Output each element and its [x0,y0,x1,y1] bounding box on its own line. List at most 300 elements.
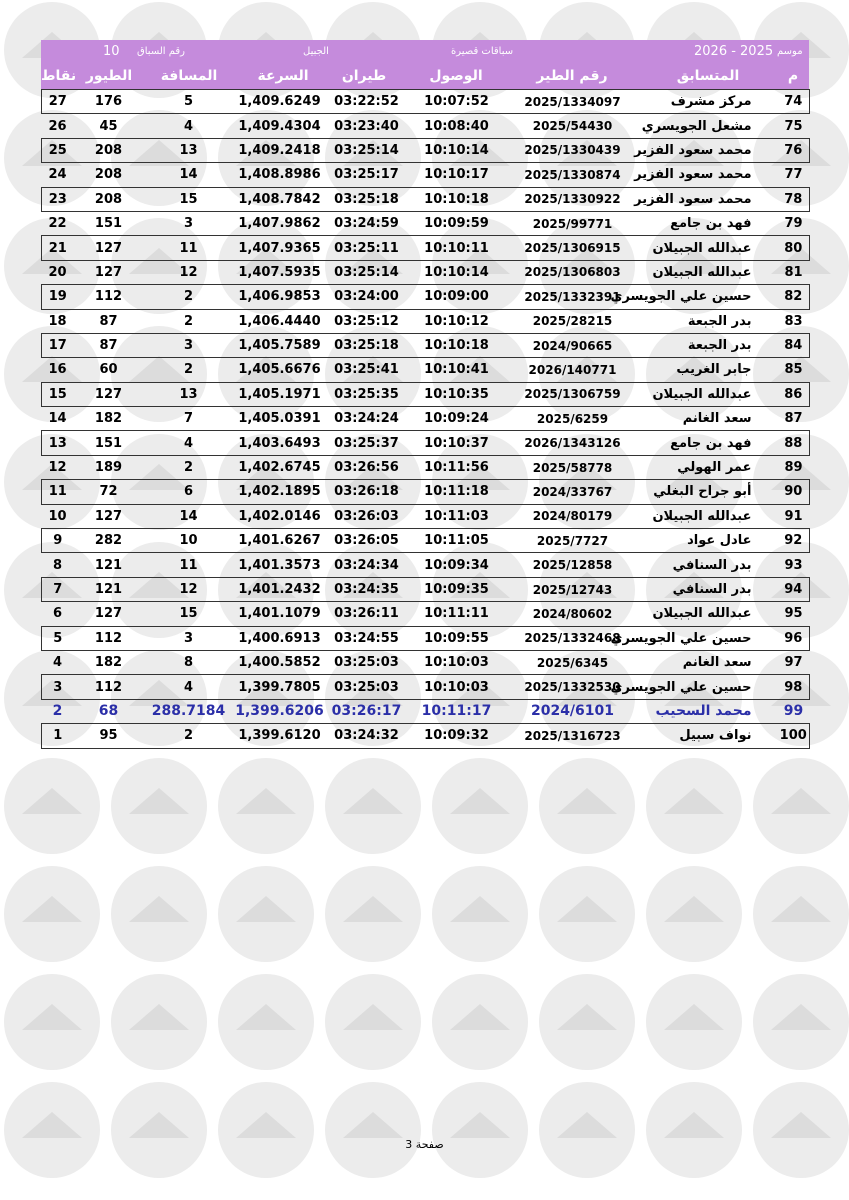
cell-flight: 03:25:17 [334,167,399,183]
cell-points: 19 [42,285,74,309]
cell-arrival: 10:11:05 [408,529,506,553]
cell-name: عبدالله الجبيلان [652,606,752,622]
cell-birds: 189 [94,460,123,476]
table-row [42,455,810,479]
cell-flight: 03:25:35 [326,382,408,406]
cell-arrival: 10:10:35 [408,382,506,406]
cell-points: 26 [48,118,67,134]
cell-distance: 3 [183,216,194,232]
cell-speed: 1,400.6913 [234,626,326,650]
cell-points: 8 [52,557,63,573]
cell-flight: 03:24:32 [326,724,408,748]
cell-name: حسين علي الجويسري [640,285,778,309]
race-type: سباقات قصيرة [451,46,514,57]
watermark-logo [432,1082,528,1178]
cell-points: 10 [48,508,67,524]
cell-flight: 03:25:14 [334,264,399,280]
cell-birds: 60 [99,362,118,378]
cell-birds: 127 [94,264,123,280]
cell-flight: 03:26:11 [334,606,399,622]
race-number: 10 [103,44,120,59]
cell-flight: 03:24:24 [334,411,399,427]
cell-speed: 1,401.2432 [234,577,326,601]
table-row [42,90,810,114]
watermark-logo [646,866,742,962]
cell-name: فهد بن جامع [640,431,778,455]
table-row [42,114,810,138]
cell-speed: 1,401.1079 [238,606,321,622]
watermark-logo [753,974,849,1070]
cell-ring: 2025/1332468 [506,626,640,650]
cell-flight: 03:26:05 [326,529,408,553]
cell-birds: 87 [74,333,144,357]
cell-ring: 2025/12858 [532,558,613,573]
watermark-logo [218,1082,314,1178]
cell-name: مركز مشرف [640,90,778,114]
watermark-logo [4,758,100,854]
watermark-logo [4,974,100,1070]
cell-arrival: 10:10:03 [424,655,489,671]
cell-points: 2 [52,703,63,720]
cell-arrival: 10:10:41 [424,362,489,378]
cell-points: 13 [42,431,74,455]
cell-ring: 2025/7727 [506,529,640,553]
cell-birds: 176 [74,90,144,114]
watermark-logo [539,866,635,962]
watermark-logo [325,974,421,1070]
cell-distance: 13 [144,382,234,406]
cell-arrival: 10:10:37 [408,431,506,455]
cell-birds: 72 [74,480,144,504]
results-table [41,89,810,749]
cell-distance: 2 [144,285,234,309]
cell-points: 6 [52,606,63,622]
cell-points: 7 [42,577,74,601]
cell-speed: 1,406.9853 [234,285,326,309]
cell-distance: 14 [179,508,198,524]
watermark-logo [4,1082,100,1178]
cell-flight: 03:25:18 [326,333,408,357]
cell-flight: 03:25:37 [326,431,408,455]
cell-name: محمد سعود الفزير [640,187,778,211]
cell-speed: 1,399.6120 [234,724,326,748]
table-row [42,138,810,162]
cell-distance: 11 [144,236,234,260]
table-row [42,187,810,211]
table-row [42,553,810,577]
cell-rank: 93 [784,557,803,573]
cell-speed: 1,405.0391 [238,411,321,427]
watermark-logo [753,1082,849,1178]
cell-points: 16 [48,362,67,378]
cell-name: فهد بن جامع [670,216,752,232]
cell-speed: 1,409.4304 [238,118,321,134]
watermark-logo [753,758,849,854]
cell-speed: 1,409.2418 [234,138,326,162]
cell-arrival: 10:11:11 [424,606,489,622]
cell-ring: 2025/1306803 [524,265,621,280]
watermark-logo [218,974,314,1070]
table-row [42,236,810,260]
cell-rank: 74 [778,90,810,114]
table-row [42,626,810,650]
col-ring: رقم الطير [536,68,608,84]
cell-name: جابر الغريب [676,362,752,378]
cell-name: أبو جراح البغلي [640,480,778,504]
cell-points: 24 [48,167,67,183]
cell-rank: 75 [784,118,803,134]
cell-speed: 1,407.5935 [238,264,321,280]
cell-name: محمد سعود الفزير [640,138,778,162]
cell-rank: 86 [778,382,810,406]
cell-rank: 99 [783,703,804,720]
cell-points: 3 [42,675,74,699]
cell-distance: 5 [144,90,234,114]
cell-distance: 2 [144,724,234,748]
col-speed: السرعة [257,68,309,84]
cell-points: 9 [42,529,74,553]
watermark-logo [111,974,207,1070]
cell-speed: 1,405.1971 [234,382,326,406]
cell-speed: 1,409.6249 [234,90,326,114]
cell-points: 27 [42,90,74,114]
cell-name: بدر الجبعة [640,333,778,357]
cell-rank: 78 [778,187,810,211]
table-row [42,650,810,674]
cell-rank: 91 [784,508,803,524]
cell-flight: 03:22:52 [326,90,408,114]
season-label: موسم [777,46,803,57]
cell-flight: 03:25:03 [334,655,399,671]
cell-rank: 89 [784,460,803,476]
cell-flight: 03:25:12 [334,313,399,329]
cell-birds: 208 [74,187,144,211]
watermark-logo [218,866,314,962]
race-number-label: رقم السباق [137,46,186,57]
table-row [42,309,810,333]
cell-ring: 2025/1330922 [506,187,640,211]
cell-name: عبدالله الجبيلان [652,508,752,524]
cell-flight: 03:24:00 [326,285,408,309]
cell-arrival: 10:10:14 [424,264,489,280]
watermark-logo [753,866,849,962]
cell-name: عادل عواد [640,529,778,553]
cell-rank: 88 [778,431,810,455]
cell-distance: 4 [144,675,234,699]
header-columns-row [41,64,809,88]
cell-points: 11 [42,480,74,504]
cell-speed: 1,402.1895 [234,480,326,504]
cell-name: عبدالله الجبيلان [652,264,752,280]
cell-rank: 79 [784,216,803,232]
cell-arrival: 10:11:18 [408,480,506,504]
table-row [42,333,810,357]
cell-distance: 10 [144,529,234,553]
cell-ring: 2024/80179 [532,509,613,524]
cell-speed: 1,399.6206 [235,703,324,720]
cell-name: حسين علي الجويسري [640,675,778,699]
cell-speed: 1,403.6493 [234,431,326,455]
cell-distance: 15 [179,606,198,622]
table-row [42,724,810,748]
cell-name: عمر الهولي [677,460,752,476]
cell-flight: 03:25:14 [326,138,408,162]
cell-ring: 2025/58778 [532,460,613,475]
cell-flight: 03:24:59 [334,216,399,232]
cell-birds: 112 [74,675,144,699]
watermark-logo [325,758,421,854]
cell-speed: 1,408.7842 [234,187,326,211]
cell-rank: 84 [778,333,810,357]
cell-distance: 2 [183,362,194,378]
col-name: المتسابق [676,68,740,84]
cell-name: بدر السنافي [672,557,752,573]
table-row [42,529,810,553]
watermark-logo [111,1082,207,1178]
table-row [42,407,810,431]
cell-flight: 03:25:03 [326,675,408,699]
header-info-row [41,40,809,64]
cell-arrival: 10:10:12 [424,313,489,329]
cell-speed: 1,402.0146 [238,508,321,524]
cell-birds: 282 [74,529,144,553]
cell-ring: 2025/1334097 [506,90,640,114]
watermark-logo [432,974,528,1070]
col-flight: طيران [341,68,387,84]
cell-distance: 7 [183,411,194,427]
cell-ring: 2024/80602 [532,606,613,621]
cell-arrival: 10:08:40 [424,118,489,134]
cell-arrival: 10:10:18 [408,333,506,357]
watermark-logo [539,1082,635,1178]
cell-ring: 2025/1332391 [506,285,640,309]
table-row [42,382,810,406]
cell-rank: 95 [784,606,803,622]
watermark-logo [646,974,742,1070]
cell-arrival: 10:09:59 [424,216,489,232]
cell-name: مشعل الجويسري [641,118,752,134]
cell-rank: 83 [784,313,803,329]
watermark-logo [646,1082,742,1178]
cell-birds: 127 [74,382,144,406]
cell-speed: 1,406.4440 [238,313,321,329]
season-value: 2026 - 2025 [694,44,774,59]
cell-ring: 2025/1330874 [524,167,621,182]
cell-distance: 3 [144,333,234,357]
cell-ring: 2025/54430 [532,119,613,134]
cell-birds: 127 [94,606,123,622]
cell-rank: 82 [778,285,810,309]
cell-rank: 76 [778,138,810,162]
cell-distance: 4 [183,118,194,134]
cell-birds: 182 [94,411,123,427]
cell-points: 4 [52,655,63,671]
cell-birds: 112 [74,285,144,309]
cell-birds: 151 [94,216,123,232]
cell-flight: 03:25:18 [326,187,408,211]
cell-distance: 12 [144,577,234,601]
cell-birds: 151 [74,431,144,455]
cell-points: 15 [42,382,74,406]
cell-speed: 1,407.9862 [238,216,321,232]
cell-birds: 182 [94,655,123,671]
cell-flight: 03:26:56 [334,460,399,476]
watermark-logo [432,758,528,854]
cell-flight: 03:25:41 [334,362,399,378]
cell-rank: 81 [784,264,803,280]
cell-points: 1 [42,724,74,748]
cell-name: عبدالله الجبيلان [640,382,778,406]
cell-birds: 45 [99,118,118,134]
cell-rank: 80 [778,236,810,260]
watermark-logo [432,866,528,962]
cell-speed: 1,408.8986 [238,167,321,183]
cell-distance: 15 [144,187,234,211]
cell-birds: 127 [74,236,144,260]
cell-flight: 03:24:34 [334,557,399,573]
cell-speed: 1,400.5852 [238,655,321,671]
col-arrival: الوصول [429,68,483,84]
cell-points: 25 [42,138,74,162]
cell-points: 14 [48,411,67,427]
cell-name: عبدالله الجبيلان [640,236,778,260]
cell-rank: 77 [784,167,803,183]
cell-name: محمد السحيب [655,703,752,720]
cell-rank: 96 [778,626,810,650]
cell-distance: 11 [179,557,198,573]
table-row [42,480,810,504]
cell-ring: 2026/1343126 [506,431,640,455]
cell-rank: 94 [778,577,810,601]
cell-birds: 112 [74,626,144,650]
cell-distance: 2 [183,313,194,329]
cell-arrival: 10:09:55 [408,626,506,650]
cell-arrival: 10:10:11 [408,236,506,260]
table-row [42,504,810,528]
cell-speed: 1,405.6676 [238,362,321,378]
cell-distance: 8 [183,655,194,671]
cell-birds: 127 [94,508,123,524]
cell-rank: 85 [784,362,803,378]
cell-ring: 2025/1332530 [506,675,640,699]
col-rank: م [787,68,799,84]
race-location: الجبيل [303,46,329,57]
cell-points: 23 [42,187,74,211]
cell-distance: 14 [179,167,198,183]
cell-ring: 2024/6101 [530,703,615,720]
watermark-logo [325,1082,421,1178]
table-row [42,358,810,382]
cell-arrival: 10:10:14 [408,138,506,162]
cell-name: بدر الجبعة [687,313,752,329]
cell-rank: 87 [784,411,803,427]
cell-distance: 288.7184 [151,703,226,720]
table-row [42,602,810,626]
col-points: نقاط [41,68,77,84]
cell-ring: 2026/140771 [528,362,617,377]
results-sheet [41,40,809,749]
cell-speed: 1,399.7805 [234,675,326,699]
col-distance: المسافة [160,68,218,84]
table-row [42,260,810,284]
cell-ring: 2025/1306759 [506,382,640,406]
watermark-logo [646,758,742,854]
cell-flight: 03:24:55 [326,626,408,650]
cell-arrival: 10:07:52 [408,90,506,114]
cell-ring: 2025/1306915 [506,236,640,260]
cell-arrival: 10:11:17 [421,703,492,720]
watermark-logo [218,758,314,854]
cell-arrival: 10:09:00 [408,285,506,309]
cell-birds: 87 [99,313,118,329]
cell-rank: 98 [778,675,810,699]
cell-rank: 90 [778,480,810,504]
cell-speed: 1,405.7589 [234,333,326,357]
table-row [42,163,810,187]
table-row [42,675,810,699]
cell-birds: 68 [98,703,119,720]
table-row [42,699,810,723]
cell-points: 22 [48,216,67,232]
cell-speed: 1,407.9365 [234,236,326,260]
cell-birds: 95 [74,724,144,748]
cell-distance: 12 [179,264,198,280]
cell-flight: 03:26:18 [326,480,408,504]
cell-distance: 6 [144,480,234,504]
cell-points: 20 [48,264,67,280]
cell-points: 5 [42,626,74,650]
cell-arrival: 10:09:24 [424,411,489,427]
cell-flight: 03:23:40 [334,118,399,134]
cell-arrival: 10:09:34 [424,557,489,573]
cell-flight: 03:26:17 [331,703,402,720]
watermark-logo [111,758,207,854]
watermark-logo [539,974,635,1070]
cell-birds: 208 [74,138,144,162]
cell-speed: 1,401.3573 [238,557,321,573]
cell-speed: 1,402.6745 [238,460,321,476]
cell-distance: 2 [183,460,194,476]
page-number: صفحة 3 [405,1138,444,1151]
table-header [41,40,809,89]
cell-speed: 1,401.6267 [234,529,326,553]
cell-distance: 13 [144,138,234,162]
table-row [42,285,810,309]
cell-name: محمد سعود الفزير [634,167,752,183]
cell-distance: 4 [144,431,234,455]
cell-ring: 2024/33767 [506,480,640,504]
watermark-logo [111,866,207,962]
cell-ring: 2025/6345 [536,655,609,670]
table-row [42,577,810,601]
cell-ring: 2025/28215 [532,314,613,329]
cell-arrival: 10:10:03 [408,675,506,699]
cell-name: حسين علي الجويسري [640,626,778,650]
cell-flight: 03:26:03 [334,508,399,524]
cell-birds: 121 [94,557,123,573]
cell-ring: 2025/6259 [536,411,609,426]
cell-birds: 208 [94,167,123,183]
cell-birds: 121 [74,577,144,601]
watermark-logo [325,866,421,962]
cell-ring: 2025/12743 [506,577,640,601]
cell-rank: 100 [778,724,810,748]
cell-flight: 03:24:35 [326,577,408,601]
cell-distance: 3 [144,626,234,650]
table-row [42,211,810,235]
cell-flight: 03:25:11 [326,236,408,260]
table-row [42,431,810,455]
